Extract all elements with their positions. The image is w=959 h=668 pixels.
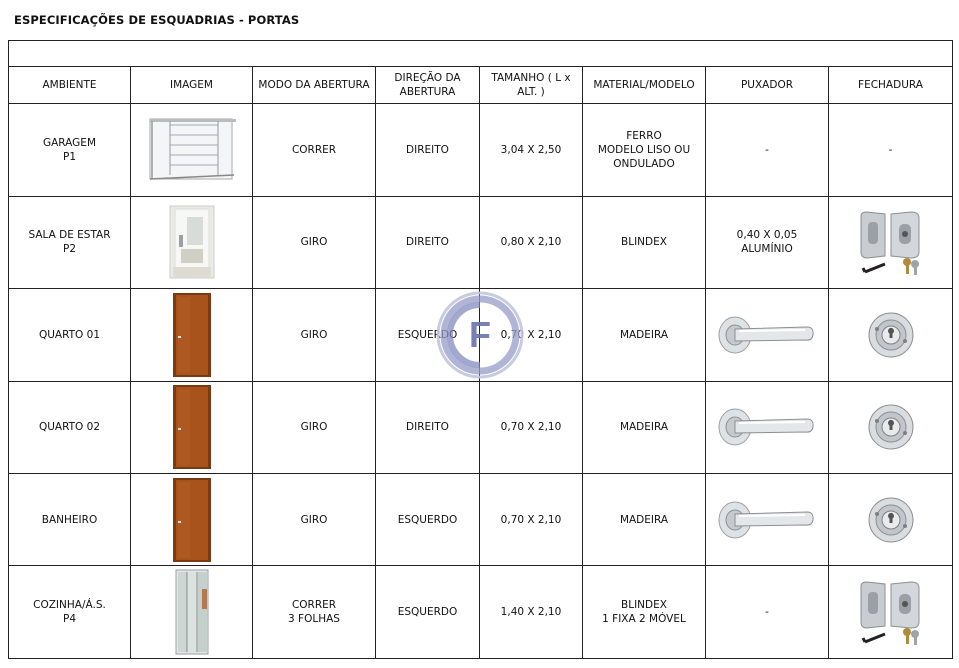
header-tamanho: TAMANHO ( L x ALT. ) (480, 67, 583, 104)
header-imagem: IMAGEM (131, 67, 253, 104)
page-title: ESPECIFICAÇÕES DE ESQUADRIAS - PORTAS (14, 13, 300, 27)
cell-fechadura (829, 289, 953, 381)
cell-puxador: - (706, 104, 829, 196)
round-lock-image (867, 403, 915, 451)
header-material: MATERIAL/MODELO (583, 67, 706, 104)
header-ambiente: AMBIENTE (9, 67, 131, 104)
cell-ambiente: SALA DE ESTAR P2 (9, 196, 131, 288)
cell-modo: GIRO (253, 196, 376, 288)
cell-imagem (131, 196, 253, 288)
table-row (9, 381, 953, 473)
cell-direcao: DIREITO (376, 381, 480, 473)
cell-material: MADEIRA (583, 381, 706, 473)
cell-material: BLINDEX (583, 196, 706, 288)
cell-puxador (706, 474, 829, 566)
cell-material: BLINDEX 1 FIXA 2 MÓVEL (583, 566, 706, 659)
glass-door-image (169, 205, 215, 279)
cell-modo: GIRO (253, 289, 376, 381)
cell-tamanho: 0,70 X 2,10 (480, 381, 583, 473)
cell-tamanho: 0,80 X 2,10 (480, 196, 583, 288)
cell-ambiente: GARAGEM P1 (9, 104, 131, 196)
cell-material: MADEIRA (583, 289, 706, 381)
cell-ambiente: COZINHA/Á.S. P4 (9, 566, 131, 659)
cell-tamanho: 1,40 X 2,10 (480, 566, 583, 659)
garage-door-image (148, 115, 236, 185)
table-header-row (9, 67, 953, 104)
cell-modo: GIRO (253, 474, 376, 566)
cell-puxador (706, 289, 829, 381)
cell-imagem (131, 104, 253, 196)
cell-imagem (131, 566, 253, 659)
cell-fechadura (829, 196, 953, 288)
cell-modo: GIRO (253, 381, 376, 473)
cell-fechadura (829, 474, 953, 566)
round-lock-image (867, 496, 915, 544)
wood-door-image (172, 477, 212, 563)
header-puxador: PUXADOR (706, 67, 829, 104)
cell-ambiente: BANHEIRO (9, 474, 131, 566)
lever-handle-image (717, 498, 817, 542)
watermark-letter: F (469, 314, 491, 355)
lever-handle-image (717, 405, 817, 449)
cell-direcao: DIREITO (376, 104, 480, 196)
cell-tamanho: 0,70 X 2,10 (480, 289, 583, 381)
cell-direcao: ESQUERDO (376, 474, 480, 566)
cell-puxador (706, 381, 829, 473)
header-fechadura: FECHADURA (829, 67, 953, 104)
cell-puxador: 0,40 X 0,05 ALUMÍNIO (706, 196, 829, 288)
cell-puxador: - (706, 566, 829, 659)
door-spec-table (8, 40, 953, 659)
cell-direcao: ESQUERDO (376, 566, 480, 659)
cell-fechadura (829, 566, 953, 659)
glass-door-lock-image (855, 578, 927, 646)
table-row (9, 474, 953, 566)
header-direcao: DIREÇÃO DA ABERTURA (376, 67, 480, 104)
table-row (9, 196, 953, 288)
cell-direcao: ESQUERDO (376, 289, 480, 381)
cell-direcao: DIREITO (376, 196, 480, 288)
header-modo: MODO DA ABERTURA (253, 67, 376, 104)
table-top-blank-row (9, 41, 953, 67)
cell-fechadura (829, 381, 953, 473)
cell-material: FERRO MODELO LISO OU ONDULADO (583, 104, 706, 196)
cell-tamanho: 0,70 X 2,10 (480, 474, 583, 566)
cell-tamanho: 3,04 X 2,50 (480, 104, 583, 196)
sliding-glass-door-image (175, 569, 209, 655)
glass-door-lock-image (855, 208, 927, 276)
cell-imagem (131, 381, 253, 473)
table-row (9, 289, 953, 381)
cell-fechadura: - (829, 104, 953, 196)
cell-ambiente: QUARTO 02 (9, 381, 131, 473)
table-row (9, 566, 953, 659)
round-lock-image (867, 311, 915, 359)
cell-modo: CORRER 3 FOLHAS (253, 566, 376, 659)
cell-ambiente: QUARTO 01 (9, 289, 131, 381)
cell-imagem (131, 474, 253, 566)
lever-handle-image (717, 313, 817, 357)
table-row (9, 104, 953, 196)
wood-door-image (172, 292, 212, 378)
cell-material: MADEIRA (583, 474, 706, 566)
wood-door-image (172, 384, 212, 470)
cell-modo: CORRER (253, 104, 376, 196)
cell-imagem (131, 289, 253, 381)
